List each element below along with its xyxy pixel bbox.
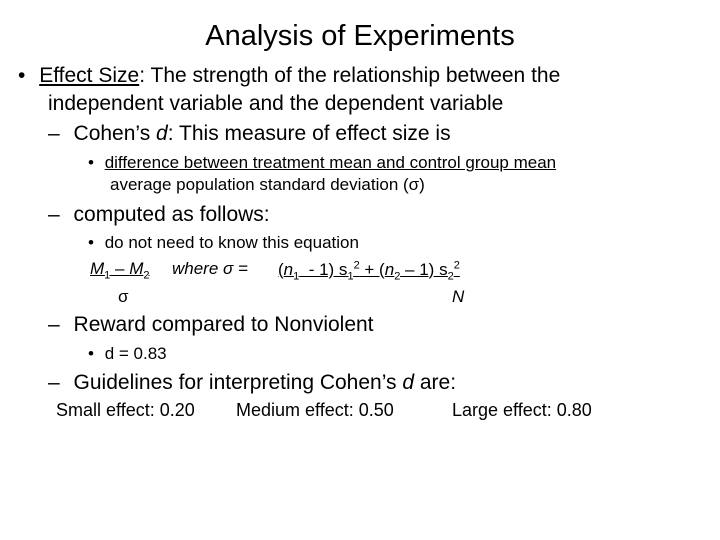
slide-title: Analysis of Experiments bbox=[205, 20, 515, 52]
dash-glyph: – bbox=[48, 203, 60, 226]
small-effect: Small effect: 0.20 bbox=[56, 400, 195, 420]
reward-label: Reward compared to Nonviolent bbox=[73, 313, 374, 336]
bullet-glyph: • bbox=[18, 64, 26, 87]
effect-size-term: Effect Size bbox=[39, 64, 140, 87]
guidelines-item bbox=[48, 371, 456, 395]
equation-note: do not need to know this equation bbox=[104, 233, 359, 252]
cohens-d-suffix: : This measure of effect size is bbox=[167, 122, 451, 145]
formula-n bbox=[452, 287, 464, 307]
cohens-d-prefix: Cohen’s bbox=[73, 122, 157, 145]
dash-glyph: – bbox=[48, 313, 60, 336]
cohens-d-symbol: d bbox=[156, 122, 168, 145]
bullet-glyph: • bbox=[88, 344, 94, 363]
computed-item bbox=[48, 203, 270, 227]
large-effect: Large effect: 0.80 bbox=[452, 400, 592, 420]
formula-where bbox=[172, 259, 248, 279]
equation-note-item bbox=[88, 233, 359, 253]
reward-d-item bbox=[88, 344, 167, 364]
bullet-glyph: • bbox=[88, 233, 94, 252]
formula-denominator: σ bbox=[118, 287, 129, 306]
medium-effect: Medium effect: 0.50 bbox=[236, 400, 394, 420]
formula-sigma-numerator: $(n_1 - 1) s_1^2 + (n_2 - 1)$ $s_2^2$ bbox=[278, 259, 460, 283]
cohens-d-numerator-text: difference between treatment mean and control group mean bbox=[104, 153, 557, 172]
cohens-d-item bbox=[48, 122, 451, 146]
bullet-glyph: • bbox=[88, 153, 94, 172]
formula-where-text: where σ = bbox=[172, 259, 248, 278]
effect-size-definition-2: independent variable and the dependent variable bbox=[48, 92, 504, 115]
guidelines-d-symbol: d bbox=[402, 371, 415, 394]
effect-size-bullet bbox=[18, 64, 560, 88]
guidelines-suffix: are: bbox=[414, 371, 457, 394]
dash-glyph: – bbox=[48, 122, 60, 145]
effect-size-definition-1: : The strength of the relationship between the bbox=[139, 64, 561, 87]
formula-numerator: $M_1 - M_2$ bbox=[90, 259, 150, 282]
computed-label: computed as follows: bbox=[73, 203, 270, 226]
formula-n-text: N bbox=[452, 287, 465, 306]
dash-glyph: – bbox=[48, 371, 60, 394]
reward-item bbox=[48, 313, 374, 337]
reward-d-value: d = 0.83 bbox=[104, 344, 167, 363]
guidelines-prefix: Guidelines for interpreting Cohen’s bbox=[73, 371, 403, 394]
cohens-d-sub-item bbox=[88, 153, 556, 173]
cohens-d-denominator-text: average population standard deviation (σ) bbox=[110, 175, 425, 194]
